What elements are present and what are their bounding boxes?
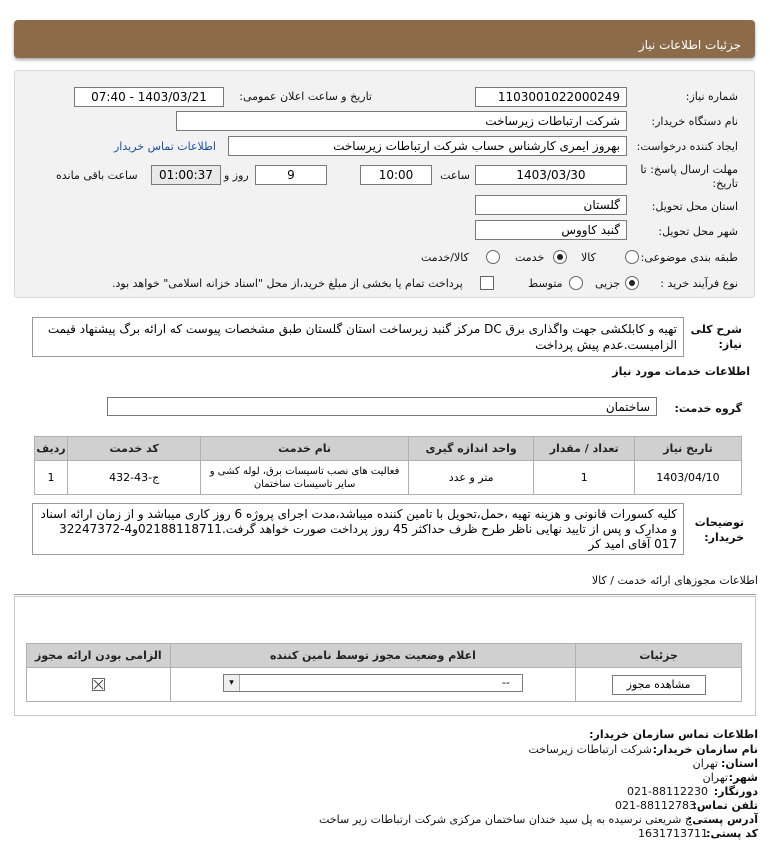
buyer-contact-link[interactable]: اطلاعات تماس خریدار: [114, 140, 216, 153]
delivery-city-label: شهر محل تحویل:: [658, 225, 738, 238]
col-service-name: نام خدمت: [201, 437, 409, 461]
deadline-time-label: ساعت: [440, 169, 470, 182]
category-radio-service[interactable]: [553, 250, 567, 264]
cell-permit-required: [27, 668, 171, 702]
table-row: [27, 668, 742, 702]
page-header: [14, 20, 755, 58]
treasury-payment-text: پرداخت تمام یا بخشی از مبلغ خرید،از محل "اسناد خزانه اسلامی" خواهد بود.: [112, 277, 463, 290]
contact-org-value: شرکت ارتباطات زیرساخت: [528, 743, 652, 756]
permits-table: [26, 643, 742, 702]
permits-divider: [14, 594, 756, 595]
contact-phone-label: تلفن تماس:: [692, 799, 758, 812]
category-radio-goods[interactable]: [625, 250, 639, 264]
table-row: [35, 461, 742, 495]
category-radio-both[interactable]: [486, 250, 500, 264]
cell-row: 1: [35, 461, 68, 495]
announce-label: تاریخ و ساعت اعلان عمومی:: [239, 90, 372, 103]
deadline-time-field[interactable]: 10:00: [360, 165, 432, 185]
col-permit-required: الزامی بودن ارائه مجوز: [27, 644, 171, 668]
remaining-label: ساعت باقی مانده: [56, 169, 138, 182]
category-option-both: کالا/خدمت: [421, 251, 469, 264]
delivery-province-label: استان محل تحویل:: [651, 200, 738, 213]
contact-fax-value: 021-88112230: [627, 785, 708, 798]
process-radio-minor[interactable]: [625, 276, 639, 290]
summary-label-2: نیاز:: [718, 338, 742, 351]
col-row: ردیف: [35, 437, 68, 461]
col-unit: واحد اندازه گیری: [408, 437, 534, 461]
cell-need-date: 1403/04/10: [634, 461, 741, 495]
cell-quantity: 1: [534, 461, 634, 495]
delivery-city-field[interactable]: گنبد کاووس: [475, 220, 627, 240]
remaining-time-field: 01:00:37: [151, 165, 221, 185]
delivery-province-field[interactable]: گلستان: [475, 195, 627, 215]
days-label: روز و: [224, 169, 249, 182]
cell-service-name: فعالیت های نصب تاسیسات برق، لوله کشی و سایر تاسیسات ساختمان: [201, 461, 409, 495]
contact-org-label: نام سازمان خریدار:: [652, 743, 758, 756]
deadline-label-date: تاریخ:: [712, 177, 738, 190]
contact-postal-label: کد پستی:: [706, 827, 758, 840]
treasury-payment-checkbox[interactable]: [480, 276, 494, 290]
permit-status-value: --: [502, 676, 510, 689]
category-label: طبقه بندی موضوعی:: [640, 251, 738, 264]
col-permit-status: اعلام وضعیت مجوز توسط نامین کننده: [170, 644, 576, 668]
contact-address-label: آدرس پستی:: [687, 813, 758, 826]
contact-address-value: خ شریعتی نرسیده به پل سید خندان ساختمان مرکزی شرکت ارتباطات زیر ساخت: [319, 813, 692, 826]
col-permit-details: جزئیات: [576, 644, 742, 668]
notes-label-2: خریدار:: [704, 531, 744, 544]
buyer-field[interactable]: شرکت ارتباطات زیرساخت: [176, 111, 627, 131]
permits-section-title: اطلاعات مجوزهای ارائه خدمت / کالا: [591, 574, 758, 587]
process-radio-medium[interactable]: [569, 276, 583, 290]
cell-service-code: ج-43-432: [68, 461, 201, 495]
cell-permit-status: [170, 668, 576, 702]
announce-field[interactable]: 1403/03/21 - 07:40: [74, 87, 224, 107]
services-table: [34, 436, 742, 495]
contact-title: اطلاعات تماس سازمان خریدار:: [589, 728, 758, 741]
summary-label: شرح کلی: [690, 323, 742, 336]
category-option-goods: کالا: [581, 251, 596, 264]
notes-text-box: [32, 503, 684, 555]
contact-city-label: شهر:: [728, 771, 758, 784]
page-title: جزئیات اطلاعات نیاز: [638, 38, 741, 52]
service-group-field[interactable]: ساختمان: [107, 397, 657, 416]
notes-text: کلیه کسورات قانونی و هزینه تهیه ،حمل،تحویل با تامین کننده میباشد،مدت اجرای پروژه 6 روز کاری میباشد و از زمان ارائه اسناد و مدارک و پس از تایید نهایی ناظر طرح ظرف حداکثر 45 روز پرداخت صورت خواهد گرفت.02188118711و4-32247372 017 آقای امید کر: [40, 507, 677, 551]
process-option-medium: متوسط: [528, 277, 563, 290]
summary-text: تهیه و کابلکشی جهت واگذاری برق DC مرکز گنبد زیرساخت استان گلستان طبق مشخصات پیوست که ارائه برگ پیشنهاد قیمت الزامیست.عدم پیش پرداخت: [47, 322, 677, 352]
creator-field[interactable]: بهروز ایمری کارشناس حساب شرکت ارتباطات زیرساخت: [228, 136, 627, 156]
permit-required-checkbox: [92, 678, 105, 691]
cross-icon: [93, 679, 104, 690]
chevron-down-icon[interactable]: ▾: [224, 675, 240, 691]
contact-city-value: تهران: [702, 771, 728, 784]
contact-province-label: استان:: [721, 757, 758, 770]
col-service-code: کد خدمت: [68, 437, 201, 461]
deadline-date-field[interactable]: 1403/03/30: [475, 165, 627, 185]
summary-text-box: [32, 317, 684, 357]
process-option-minor: جزیی: [595, 277, 621, 290]
creator-label: ایجاد کننده درخواست:: [636, 140, 738, 153]
buyer-label: نام دستگاه خریدار:: [651, 115, 738, 128]
col-need-date: تاریخ نیاز: [634, 437, 741, 461]
cell-permit-details: [576, 668, 742, 702]
col-quantity: تعداد / مقدار: [534, 437, 634, 461]
cell-unit: متر و عدد: [408, 461, 534, 495]
service-group-label: گروه خدمت:: [674, 402, 742, 415]
contact-postal-value: 1631713711: [638, 827, 708, 840]
contact-province-value: تهران: [692, 757, 718, 770]
contact-phone-value: 021-88112783: [615, 799, 696, 812]
permit-status-select[interactable]: [223, 674, 523, 692]
process-label: نوع فرآیند خرید :: [660, 277, 738, 290]
days-field[interactable]: 9: [255, 165, 327, 185]
need-number-field[interactable]: 1103001022000249: [475, 87, 627, 107]
category-option-service: خدمت: [515, 251, 545, 264]
contact-fax-label: دورنگار:: [713, 785, 758, 798]
deadline-label: مهلت ارسال پاسخ: تا: [640, 163, 738, 176]
view-permit-button[interactable]: مشاهده مجوز: [612, 675, 706, 695]
need-number-label: شماره نیاز:: [685, 90, 738, 103]
services-section-title: اطلاعات خدمات مورد نیاز: [612, 365, 750, 378]
notes-label: توضیحات: [694, 516, 744, 529]
